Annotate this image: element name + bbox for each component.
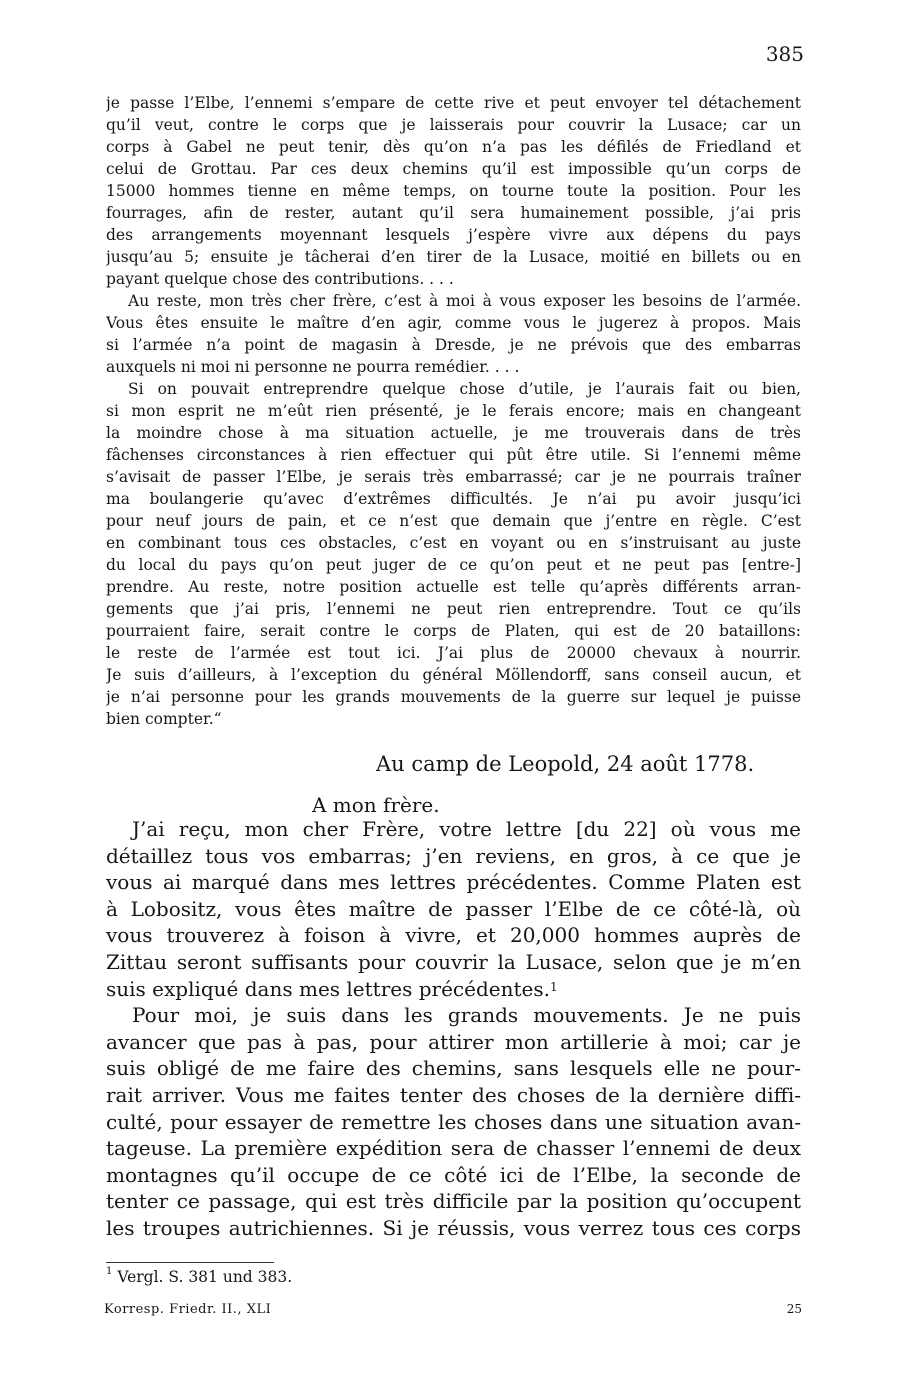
line-text: tenter ce passage, qui est très difficile par la position qu’occupent: [106, 1189, 801, 1214]
text-line: [106, 444, 801, 466]
text-line: [106, 246, 801, 268]
text-line: [106, 180, 801, 202]
text-line: [106, 334, 801, 356]
line-text: vous ai marqué dans mes lettres précédentes. Comme Platen est: [106, 870, 801, 895]
line-text: prendre. Au reste, notre position actuelle est telle qu’après différents arran-: [106, 578, 801, 596]
text-line: [106, 158, 801, 180]
line-text: les troupes autrichiennes. Si je réussis, vous verrez tous ces corps: [106, 1215, 801, 1240]
line-text: du local du pays qu’on peut juger de ce qu’on peut et ne peut pas [entre-]: [106, 556, 801, 574]
line-text: en combinant tous ces obstacles, c’est en voyant ou en s’instruisant au juste: [106, 534, 801, 552]
text-line: [106, 510, 801, 532]
text-line: [106, 92, 801, 114]
text-line: [106, 422, 801, 444]
text-line: [106, 976, 801, 1003]
line-text: ma boulangerie qu’avec d’extrêmes difficultés. Je n’ai pu avoir jusqu’ici: [106, 490, 801, 508]
text-line: [106, 869, 801, 896]
line-text: Je suis d’ailleurs, à l’exception du général Möllendorff, sans conseil aucun, et: [106, 666, 801, 684]
line-text: payant quelque chose des contributions. . . .: [106, 270, 454, 288]
text-line: [106, 356, 801, 378]
text-line: [106, 598, 801, 620]
text-line: [106, 400, 801, 422]
line-text: fourrages, afin de rester, autant qu’il sera humainement possible, j’ai pris: [106, 204, 801, 222]
text-line: [106, 114, 801, 136]
line-text: auxquels ni moi ni personne ne pourra remédier. . . .: [106, 358, 520, 376]
text-line: [106, 1215, 801, 1242]
text-line: [106, 843, 801, 870]
page-number: 385: [765, 42, 804, 66]
line-text: 15000 hommes tienne en même temps, on tourne toute la position. Pour les: [106, 182, 801, 200]
line-text: je n’ai personne pour les grands mouvements de la guerre sur lequel je puisse: [106, 688, 801, 706]
letter-body: [106, 816, 801, 1242]
line-text: avancer que pas à pas, pour attirer mon artillerie à moi; car je: [106, 1029, 801, 1054]
line-text: détaillez tous vos embarras; j’en reviens, en gros, à ce que je: [106, 843, 801, 868]
text-line: [106, 312, 801, 334]
line-text: si l’armée n’a point de magasin à Dresde, je ne prévois que des embarras: [106, 336, 801, 354]
footnote-number: 1: [106, 1266, 113, 1277]
line-text: montagnes qu’il occupe de ce côté ici de l’Elbe, la seconde de: [106, 1162, 801, 1187]
text-line: [106, 686, 801, 708]
footnote-reference: 1: [549, 979, 558, 994]
line-text: à Lobositz, vous êtes maître de passer l’Elbe de ce côté-là, où: [106, 896, 801, 921]
signature-line: Korresp. Friedr. II., XLI: [104, 1302, 272, 1317]
text-line: [106, 1029, 801, 1056]
line-text: rait arriver. Vous me faites tenter des choses de la dernière diffi-: [106, 1082, 801, 1107]
text-line: [106, 224, 801, 246]
line-text: le reste de l’armée est tout ici. J’ai plus de 20000 chevaux à nourrir.: [106, 644, 801, 662]
line-text: corps à Gabel ne peut tenir, dès qu’on n’a pas les défilés de Friedland et: [106, 138, 801, 156]
footnote-rule: [106, 1262, 274, 1263]
text-line: [106, 576, 801, 598]
text-line: [106, 1135, 801, 1162]
text-line: [106, 642, 801, 664]
text-line: [106, 1002, 801, 1029]
line-text: culté, pour essayer de remettre les choses dans une situation avan-: [106, 1109, 801, 1134]
line-text: tageuse. La première expédition sera de chasser l’ennemi de deux: [106, 1136, 801, 1161]
signature-number: 25: [786, 1302, 802, 1316]
text-line: [106, 488, 801, 510]
letter-continuation: [106, 92, 801, 730]
line-text: gements que j’ai pris, l’ennemi ne peut rien entreprendre. Tout ce qu’ils: [106, 600, 801, 618]
salutation: A mon frère.: [312, 793, 440, 817]
line-text: suis obligé de me faire des chemins, sans lesquels elle ne pour-: [106, 1056, 801, 1081]
line-text: celui de Grottau. Par ces deux chemins qu’il est impossible qu’un corps de: [106, 160, 801, 178]
line-text: la moindre chose à ma situation actuelle, je me trouverais dans de très: [106, 424, 801, 442]
text-line: [106, 896, 801, 923]
text-line: [106, 1162, 801, 1189]
line-text: s’avisait de passer l’Elbe, je serais très embarrassé; car je ne pourrais traîner: [106, 468, 801, 486]
footnote: [106, 1268, 292, 1286]
line-text: pour neuf jours de pain, et ce n’est que demain que j’entre en règle. C’est: [106, 512, 801, 530]
line-text: si mon esprit ne m’eût rien présenté, je le ferais encore; mais en changeant: [106, 402, 801, 420]
text-line: [106, 1082, 801, 1109]
text-line: [106, 554, 801, 576]
text-line: [106, 1055, 801, 1082]
text-line: [106, 922, 801, 949]
line-text: Au reste, mon très cher frère, c’est à moi à vous exposer les besoins de l’armée.: [128, 292, 801, 310]
text-line: [106, 664, 801, 686]
text-line: [106, 290, 801, 312]
line-text: suis expliqué dans mes lettres précédentes.: [106, 976, 550, 1001]
text-line: [106, 949, 801, 976]
text-line: [106, 620, 801, 642]
line-text: qu’il veut, contre le corps que je laisserais pour couvrir la Lusace; car un: [106, 116, 801, 134]
text-line: [106, 202, 801, 224]
text-line: [106, 1109, 801, 1136]
line-text: Vous êtes ensuite le maître d’en agir, comme vous le jugerez à propos. Mais: [106, 314, 801, 332]
line-text: bien compter.“: [106, 710, 222, 728]
line-text: fâchenses circonstances à rien effectuer qui pût être utile. Si l’ennemi même: [106, 446, 801, 464]
line-text: J’ai reçu, mon cher Frère, votre lettre [du 22] où vous me: [132, 817, 801, 841]
line-text: Zittau seront suffisants pour couvrir la Lusace, selon que je m’en: [106, 949, 801, 974]
line-text: Si on pouvait entreprendre quelque chose d’utile, je l’aurais fait ou bien,: [128, 380, 801, 398]
footnote-text: Vergl. S. 381 und 383.: [117, 1268, 293, 1286]
text-line: [106, 532, 801, 554]
line-text: Pour moi, je suis dans les grands mouvements. Je ne puis: [132, 1003, 801, 1028]
text-line: [106, 708, 801, 730]
text-line: [106, 268, 801, 290]
dateline: Au camp de Leopold, 24 août 1778.: [376, 752, 755, 776]
line-text: des arrangements moyennant lesquels j’espère vivre aux dépens du pays: [106, 226, 801, 244]
text-line: [106, 466, 801, 488]
line-text: je passe l’Elbe, l’ennemi s’empare de cette rive et peut envoyer tel détachement: [106, 94, 801, 112]
line-text: jusqu’au 5; ensuite je tâcherai d’en tirer de la Lusace, moitié en billets ou en: [106, 248, 801, 266]
text-line: [106, 816, 801, 843]
line-text: pourraient faire, serait contre le corps de Platen, qui est de 20 bataillons:: [106, 622, 801, 640]
line-text: vous trouverez à foison à vivre, et 20,000 hommes auprès de: [106, 923, 801, 948]
text-line: [106, 1188, 801, 1215]
text-line: [106, 136, 801, 158]
text-line: [106, 378, 801, 400]
